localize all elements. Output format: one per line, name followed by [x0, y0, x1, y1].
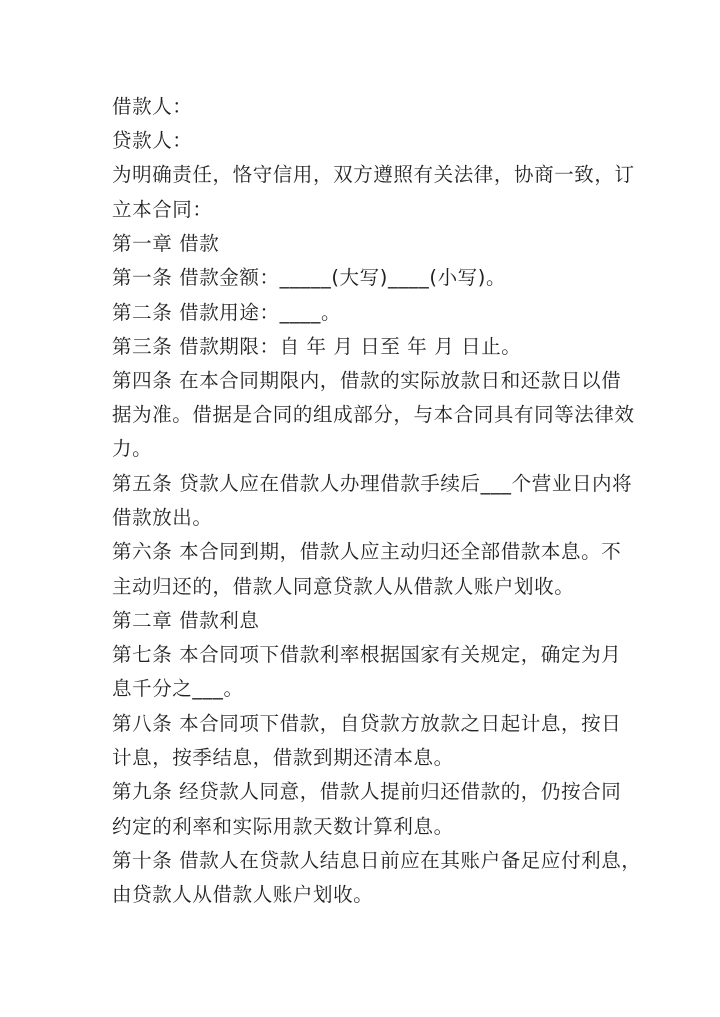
article-7-line-1: 第七条 本合同项下借款利率根据国家有关规定，确定为月	[112, 643, 622, 666]
chapter-1-heading: 第一章 借款	[112, 232, 220, 255]
article-4-line-3: 力。	[112, 437, 153, 460]
preamble-line-2: 立本合同：	[112, 198, 213, 221]
article-9-line-1: 第九条 经贷款人同意，借款人提前归还借款的，仍按合同	[112, 780, 622, 803]
article-6-line-1: 第六条 本合同到期，借款人应主动归还全部借款本息。不	[112, 540, 622, 563]
article-10-line-2: 由贷款人从借款人账户划收。	[112, 883, 374, 906]
preamble-line-1: 为明确责任，恪守信用，双方遵照有关法律，协商一致，订	[112, 163, 635, 186]
article-8-line-2: 计息，按季结息，借款到期还清本息。	[112, 746, 454, 769]
article-7-line-2: 息千分之___。	[112, 677, 244, 700]
article-5-line-2: 借款放出。	[112, 506, 213, 529]
lender-line: 贷款人：	[112, 129, 193, 152]
article-2: 第二条 借款用途：____。	[112, 301, 342, 324]
article-1: 第一条 借款金额：_____(大写)____(小写)。	[112, 266, 507, 289]
article-8-line-1: 第八条 本合同项下借款，自贷款方放款之日起计息，按日	[112, 712, 622, 735]
article-5-line-1: 第五条 贷款人应在借款人办理借款手续后___个营业日内将	[112, 472, 633, 495]
article-10-line-1: 第十条 借款人在贷款人结息日前应在其账户备足应付利息，	[112, 849, 642, 872]
article-6-line-2: 主动归还的，借款人同意贷款人从借款人账户划收。	[112, 575, 575, 598]
article-4-line-1: 第四条 在本合同期限内，借款的实际放款日和还款日以借	[112, 369, 622, 392]
article-3: 第三条 借款期限：自 年 月 日至 年 月 日止。	[112, 335, 522, 358]
chapter-2-heading: 第二章 借款利息	[112, 609, 260, 632]
borrower-line: 借款人：	[112, 95, 193, 118]
article-4-line-2: 据为准。借据是合同的组成部分，与本合同具有同等法律效	[112, 403, 635, 426]
article-9-line-2: 约定的利率和实际用款天数计算利息。	[112, 815, 454, 838]
